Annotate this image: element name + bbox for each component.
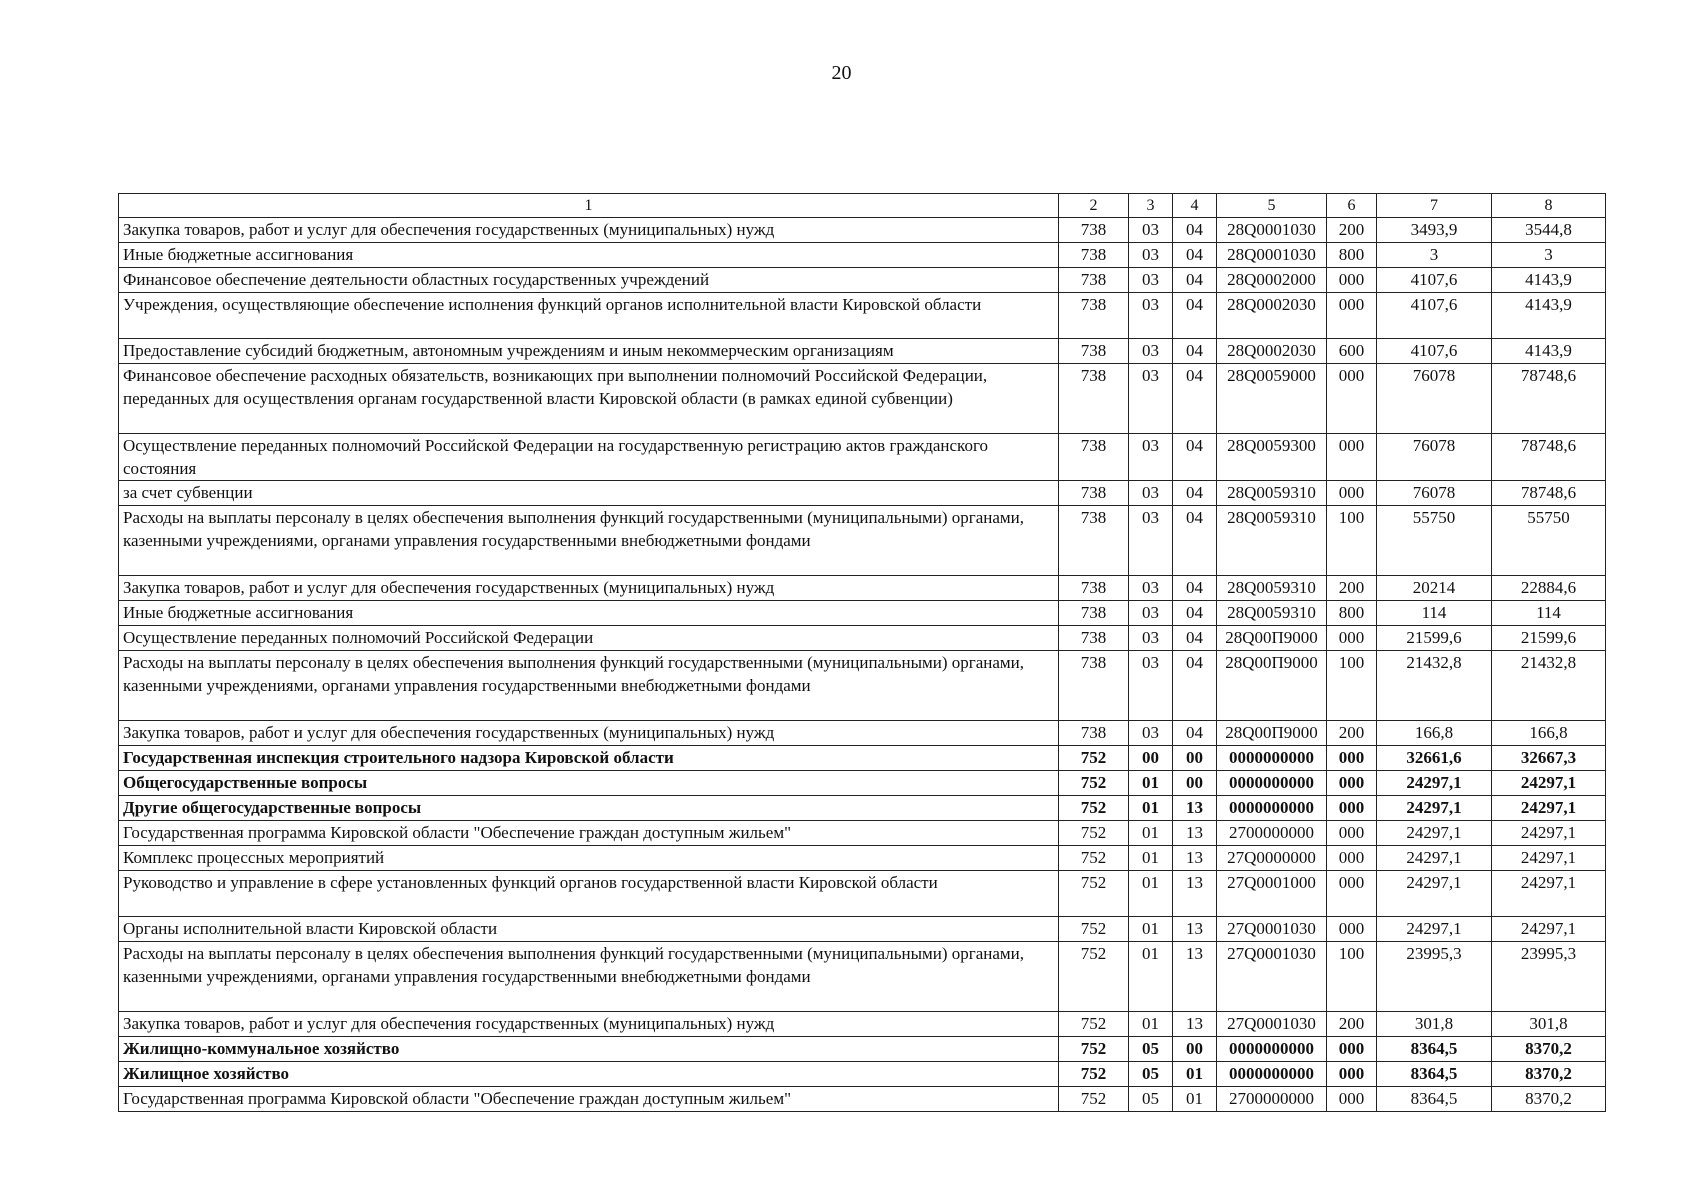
target-article-cell: 28Q0059310: [1217, 601, 1327, 626]
amount-year2-cell: 3: [1492, 243, 1606, 268]
department-code-cell: 752: [1059, 871, 1129, 917]
column-header: 4: [1173, 194, 1217, 218]
section-code-cell: 01: [1129, 917, 1173, 942]
column-header: 2: [1059, 194, 1129, 218]
expense-type-cell: 000: [1327, 746, 1377, 771]
section-code-cell: 03: [1129, 293, 1173, 339]
subsection-code-cell: 04: [1173, 243, 1217, 268]
subsection-code-cell: 00: [1173, 771, 1217, 796]
section-code-cell: 03: [1129, 601, 1173, 626]
budget-table: [118, 193, 1606, 1112]
column-header: 5: [1217, 194, 1327, 218]
department-code-cell: 752: [1059, 746, 1129, 771]
amount-year1-cell: 166,8: [1377, 721, 1492, 746]
amount-year2-cell: 4143,9: [1492, 268, 1606, 293]
table-row: [119, 1062, 1606, 1087]
expense-type-cell: 000: [1327, 434, 1377, 481]
expense-type-cell: 000: [1327, 481, 1377, 506]
table-row: [119, 601, 1606, 626]
table-row: [119, 1087, 1606, 1112]
section-code-cell: 01: [1129, 796, 1173, 821]
department-code-cell: 752: [1059, 846, 1129, 871]
amount-year2-cell: 3544,8: [1492, 218, 1606, 243]
expense-name-cell: Финансовое обеспечение деятельности областных государственных учреждений: [119, 268, 1059, 293]
amount-year2-cell: 78748,6: [1492, 364, 1606, 434]
section-code-cell: 01: [1129, 942, 1173, 1012]
section-code-cell: 05: [1129, 1087, 1173, 1112]
table-row: [119, 506, 1606, 576]
expense-name-cell: Закупка товаров, работ и услуг для обеспечения государственных (муниципальных) нужд: [119, 721, 1059, 746]
section-code-cell: 01: [1129, 1012, 1173, 1037]
subsection-code-cell: 04: [1173, 364, 1217, 434]
amount-year1-cell: 21432,8: [1377, 651, 1492, 721]
expense-type-cell: 100: [1327, 651, 1377, 721]
subsection-code-cell: 00: [1173, 1037, 1217, 1062]
amount-year2-cell: 24297,1: [1492, 846, 1606, 871]
subsection-code-cell: 13: [1173, 1012, 1217, 1037]
section-code-cell: 03: [1129, 268, 1173, 293]
amount-year1-cell: 20214: [1377, 576, 1492, 601]
table-row: [119, 651, 1606, 721]
subsection-code-cell: 04: [1173, 481, 1217, 506]
target-article-cell: 28Q0059300: [1217, 434, 1327, 481]
expense-name-cell: Осуществление переданных полномочий Российской Федерации: [119, 626, 1059, 651]
section-code-cell: 03: [1129, 364, 1173, 434]
expense-name-cell: Учреждения, осуществляющие обеспечение исполнения функций органов исполнительной власти Кировской области: [119, 293, 1059, 339]
expense-type-cell: 200: [1327, 218, 1377, 243]
amount-year1-cell: 8364,5: [1377, 1087, 1492, 1112]
subsection-code-cell: 04: [1173, 268, 1217, 293]
subsection-code-cell: 04: [1173, 339, 1217, 364]
subsection-code-cell: 00: [1173, 746, 1217, 771]
department-code-cell: 738: [1059, 268, 1129, 293]
target-article-cell: 2700000000: [1217, 821, 1327, 846]
section-code-cell: 03: [1129, 218, 1173, 243]
section-code-cell: 03: [1129, 243, 1173, 268]
expense-type-cell: 000: [1327, 771, 1377, 796]
department-code-cell: 738: [1059, 576, 1129, 601]
expense-name-cell: за счет субвенции: [119, 481, 1059, 506]
expense-name-cell: Закупка товаров, работ и услуг для обеспечения государственных (муниципальных) нужд: [119, 218, 1059, 243]
expense-type-cell: 000: [1327, 917, 1377, 942]
department-code-cell: 752: [1059, 771, 1129, 796]
table-row: [119, 846, 1606, 871]
section-code-cell: 05: [1129, 1037, 1173, 1062]
table-row: [119, 796, 1606, 821]
column-header: 3: [1129, 194, 1173, 218]
department-code-cell: 752: [1059, 1037, 1129, 1062]
amount-year2-cell: 114: [1492, 601, 1606, 626]
expense-type-cell: 800: [1327, 243, 1377, 268]
column-header: 6: [1327, 194, 1377, 218]
amount-year1-cell: 23995,3: [1377, 942, 1492, 1012]
amount-year1-cell: 301,8: [1377, 1012, 1492, 1037]
amount-year2-cell: 166,8: [1492, 721, 1606, 746]
target-article-cell: 28Q0059000: [1217, 364, 1327, 434]
expense-type-cell: 100: [1327, 942, 1377, 1012]
expense-type-cell: 000: [1327, 1087, 1377, 1112]
amount-year1-cell: 4107,6: [1377, 339, 1492, 364]
table-row: [119, 1012, 1606, 1037]
target-article-cell: 0000000000: [1217, 1062, 1327, 1087]
subsection-code-cell: 01: [1173, 1087, 1217, 1112]
table-row: [119, 434, 1606, 481]
amount-year1-cell: 4107,6: [1377, 268, 1492, 293]
subsection-code-cell: 13: [1173, 871, 1217, 917]
expense-type-cell: 000: [1327, 1037, 1377, 1062]
amount-year2-cell: 24297,1: [1492, 771, 1606, 796]
page-number: 20: [831, 62, 852, 84]
department-code-cell: 738: [1059, 626, 1129, 651]
section-code-cell: 01: [1129, 871, 1173, 917]
department-code-cell: 738: [1059, 601, 1129, 626]
amount-year1-cell: 24297,1: [1377, 846, 1492, 871]
expense-name-cell: Комплекс процессных мероприятий: [119, 846, 1059, 871]
target-article-cell: 27Q0001030: [1217, 942, 1327, 1012]
expense-name-cell: Органы исполнительной власти Кировской области: [119, 917, 1059, 942]
department-code-cell: 738: [1059, 364, 1129, 434]
table-row: [119, 339, 1606, 364]
department-code-cell: 752: [1059, 821, 1129, 846]
amount-year1-cell: 76078: [1377, 364, 1492, 434]
expense-name-cell: Расходы на выплаты персоналу в целях обеспечения выполнения функций государственными (муниципальными) органами, казенными учреждениями, органами управления государственными внебюджетными фондами: [119, 506, 1059, 576]
table-row: [119, 821, 1606, 846]
department-code-cell: 738: [1059, 506, 1129, 576]
subsection-code-cell: 04: [1173, 293, 1217, 339]
subsection-code-cell: 04: [1173, 626, 1217, 651]
section-code-cell: 03: [1129, 434, 1173, 481]
expense-name-cell: Общегосударственные вопросы: [119, 771, 1059, 796]
target-article-cell: 28Q0002000: [1217, 268, 1327, 293]
table-row: [119, 771, 1606, 796]
department-code-cell: 738: [1059, 434, 1129, 481]
amount-year2-cell: 55750: [1492, 506, 1606, 576]
department-code-cell: 752: [1059, 917, 1129, 942]
target-article-cell: 0000000000: [1217, 746, 1327, 771]
table-header-row: [119, 194, 1606, 218]
subsection-code-cell: 13: [1173, 796, 1217, 821]
amount-year1-cell: 76078: [1377, 481, 1492, 506]
amount-year1-cell: 114: [1377, 601, 1492, 626]
table-row: [119, 576, 1606, 601]
section-code-cell: 03: [1129, 651, 1173, 721]
amount-year1-cell: 76078: [1377, 434, 1492, 481]
amount-year2-cell: 301,8: [1492, 1012, 1606, 1037]
expense-name-cell: Осуществление переданных полномочий Российской Федерации на государственную регистрацию актов гражданского состояния: [119, 434, 1059, 481]
expense-type-cell: 800: [1327, 601, 1377, 626]
subsection-code-cell: 04: [1173, 651, 1217, 721]
expense-type-cell: 600: [1327, 339, 1377, 364]
expense-name-cell: Государственная программа Кировской области "Обеспечение граждан доступным жильем": [119, 821, 1059, 846]
expense-name-cell: Закупка товаров, работ и услуг для обеспечения государственных (муниципальных) нужд: [119, 1012, 1059, 1037]
subsection-code-cell: 04: [1173, 434, 1217, 481]
amount-year1-cell: 24297,1: [1377, 821, 1492, 846]
department-code-cell: 752: [1059, 1012, 1129, 1037]
table-body: [119, 218, 1606, 1112]
amount-year2-cell: 8370,2: [1492, 1037, 1606, 1062]
subsection-code-cell: 01: [1173, 1062, 1217, 1087]
section-code-cell: 01: [1129, 846, 1173, 871]
amount-year2-cell: 24297,1: [1492, 821, 1606, 846]
expense-name-cell: Руководство и управление в сфере установленных функций органов государственной власти Кировской области: [119, 871, 1059, 917]
target-article-cell: 28Q0059310: [1217, 506, 1327, 576]
amount-year1-cell: 3493,9: [1377, 218, 1492, 243]
expense-name-cell: Другие общегосударственные вопросы: [119, 796, 1059, 821]
department-code-cell: 738: [1059, 721, 1129, 746]
section-code-cell: 01: [1129, 771, 1173, 796]
amount-year2-cell: 8370,2: [1492, 1062, 1606, 1087]
amount-year1-cell: 24297,1: [1377, 871, 1492, 917]
amount-year2-cell: 78748,6: [1492, 434, 1606, 481]
section-code-cell: 00: [1129, 746, 1173, 771]
expense-name-cell: Расходы на выплаты персоналу в целях обеспечения выполнения функций государственными (муниципальными) органами, казенными учреждениями, органами управления государственными внебюджетными фондами: [119, 942, 1059, 1012]
target-article-cell: 28Q00П9000: [1217, 626, 1327, 651]
department-code-cell: 752: [1059, 796, 1129, 821]
expense-name-cell: Жилищное хозяйство: [119, 1062, 1059, 1087]
expense-name-cell: Иные бюджетные ассигнования: [119, 243, 1059, 268]
department-code-cell: 752: [1059, 1087, 1129, 1112]
amount-year2-cell: 21432,8: [1492, 651, 1606, 721]
amount-year1-cell: 3: [1377, 243, 1492, 268]
target-article-cell: 2700000000: [1217, 1087, 1327, 1112]
section-code-cell: 03: [1129, 481, 1173, 506]
expense-type-cell: 200: [1327, 721, 1377, 746]
amount-year2-cell: 24297,1: [1492, 796, 1606, 821]
amount-year1-cell: 24297,1: [1377, 796, 1492, 821]
expense-name-cell: Иные бюджетные ассигнования: [119, 601, 1059, 626]
section-code-cell: 03: [1129, 626, 1173, 651]
department-code-cell: 738: [1059, 651, 1129, 721]
table-row: [119, 721, 1606, 746]
expense-type-cell: 000: [1327, 796, 1377, 821]
expense-type-cell: 200: [1327, 576, 1377, 601]
expense-type-cell: 000: [1327, 268, 1377, 293]
department-code-cell: 738: [1059, 339, 1129, 364]
expense-type-cell: 000: [1327, 846, 1377, 871]
department-code-cell: 738: [1059, 293, 1129, 339]
table-row: [119, 218, 1606, 243]
target-article-cell: 28Q0059310: [1217, 481, 1327, 506]
expense-type-cell: 000: [1327, 293, 1377, 339]
department-code-cell: 738: [1059, 243, 1129, 268]
amount-year1-cell: 4107,6: [1377, 293, 1492, 339]
subsection-code-cell: 04: [1173, 601, 1217, 626]
subsection-code-cell: 13: [1173, 821, 1217, 846]
expense-name-cell: Государственная программа Кировской области "Обеспечение граждан доступным жильем": [119, 1087, 1059, 1112]
table-row: [119, 746, 1606, 771]
amount-year1-cell: 24297,1: [1377, 917, 1492, 942]
department-code-cell: 752: [1059, 942, 1129, 1012]
amount-year1-cell: 55750: [1377, 506, 1492, 576]
expense-type-cell: 000: [1327, 1062, 1377, 1087]
target-article-cell: 28Q00П9000: [1217, 721, 1327, 746]
target-article-cell: 27Q0001030: [1217, 917, 1327, 942]
table-row: [119, 942, 1606, 1012]
department-code-cell: 738: [1059, 218, 1129, 243]
expense-name-cell: Расходы на выплаты персоналу в целях обеспечения выполнения функций государственными (муниципальными) органами, казенными учреждениями, органами управления государственными внебюджетными фондами: [119, 651, 1059, 721]
department-code-cell: 738: [1059, 481, 1129, 506]
amount-year2-cell: 4143,9: [1492, 293, 1606, 339]
target-article-cell: 28Q0002030: [1217, 339, 1327, 364]
section-code-cell: 05: [1129, 1062, 1173, 1087]
amount-year2-cell: 8370,2: [1492, 1087, 1606, 1112]
amount-year2-cell: 4143,9: [1492, 339, 1606, 364]
expense-name-cell: Государственная инспекция строительного надзора Кировской области: [119, 746, 1059, 771]
subsection-code-cell: 04: [1173, 721, 1217, 746]
target-article-cell: 27Q0000000: [1217, 846, 1327, 871]
section-code-cell: 01: [1129, 821, 1173, 846]
expense-name-cell: Закупка товаров, работ и услуг для обеспечения государственных (муниципальных) нужд: [119, 576, 1059, 601]
target-article-cell: 27Q0001030: [1217, 1012, 1327, 1037]
subsection-code-cell: 13: [1173, 846, 1217, 871]
expense-type-cell: 100: [1327, 506, 1377, 576]
expense-type-cell: 000: [1327, 871, 1377, 917]
target-article-cell: 28Q00П9000: [1217, 651, 1327, 721]
expense-type-cell: 200: [1327, 1012, 1377, 1037]
section-code-cell: 03: [1129, 506, 1173, 576]
expense-type-cell: 000: [1327, 626, 1377, 651]
amount-year2-cell: 21599,6: [1492, 626, 1606, 651]
expense-type-cell: 000: [1327, 821, 1377, 846]
expense-name-cell: Жилищно-коммунальное хозяйство: [119, 1037, 1059, 1062]
subsection-code-cell: 04: [1173, 218, 1217, 243]
section-code-cell: 03: [1129, 721, 1173, 746]
target-article-cell: 28Q0001030: [1217, 243, 1327, 268]
department-code-cell: 752: [1059, 1062, 1129, 1087]
column-header: 7: [1377, 194, 1492, 218]
target-article-cell: 27Q0001000: [1217, 871, 1327, 917]
table-row: [119, 626, 1606, 651]
table-row: [119, 364, 1606, 434]
subsection-code-cell: 04: [1173, 506, 1217, 576]
amount-year2-cell: 32667,3: [1492, 746, 1606, 771]
column-header: 1: [119, 194, 1059, 218]
target-article-cell: 28Q0002030: [1217, 293, 1327, 339]
expense-name-cell: Предоставление субсидий бюджетным, автономным учреждениям и иным некоммерческим организациям: [119, 339, 1059, 364]
target-article-cell: 28Q0059310: [1217, 576, 1327, 601]
target-article-cell: 0000000000: [1217, 771, 1327, 796]
subsection-code-cell: 13: [1173, 917, 1217, 942]
subsection-code-cell: 04: [1173, 576, 1217, 601]
amount-year1-cell: 21599,6: [1377, 626, 1492, 651]
table-row: [119, 293, 1606, 339]
subsection-code-cell: 13: [1173, 942, 1217, 1012]
table-row: [119, 268, 1606, 293]
expense-type-cell: 000: [1327, 364, 1377, 434]
target-article-cell: 0000000000: [1217, 796, 1327, 821]
target-article-cell: 0000000000: [1217, 1037, 1327, 1062]
amount-year1-cell: 8364,5: [1377, 1037, 1492, 1062]
amount-year1-cell: 8364,5: [1377, 1062, 1492, 1087]
amount-year2-cell: 24297,1: [1492, 871, 1606, 917]
column-header: 8: [1492, 194, 1606, 218]
amount-year2-cell: 78748,6: [1492, 481, 1606, 506]
table-row: [119, 871, 1606, 917]
amount-year1-cell: 32661,6: [1377, 746, 1492, 771]
table-row: [119, 917, 1606, 942]
table-row: [119, 481, 1606, 506]
amount-year2-cell: 22884,6: [1492, 576, 1606, 601]
table-row: [119, 1037, 1606, 1062]
amount-year1-cell: 24297,1: [1377, 771, 1492, 796]
amount-year2-cell: 23995,3: [1492, 942, 1606, 1012]
amount-year2-cell: 24297,1: [1492, 917, 1606, 942]
section-code-cell: 03: [1129, 339, 1173, 364]
section-code-cell: 03: [1129, 576, 1173, 601]
target-article-cell: 28Q0001030: [1217, 218, 1327, 243]
table-row: [119, 243, 1606, 268]
expense-name-cell: Финансовое обеспечение расходных обязательств, возникающих при выполнении полномочий Российской Федерации, переданных для осуществления органам государственной власти Кировской области (в рамках единой субвенции): [119, 364, 1059, 434]
